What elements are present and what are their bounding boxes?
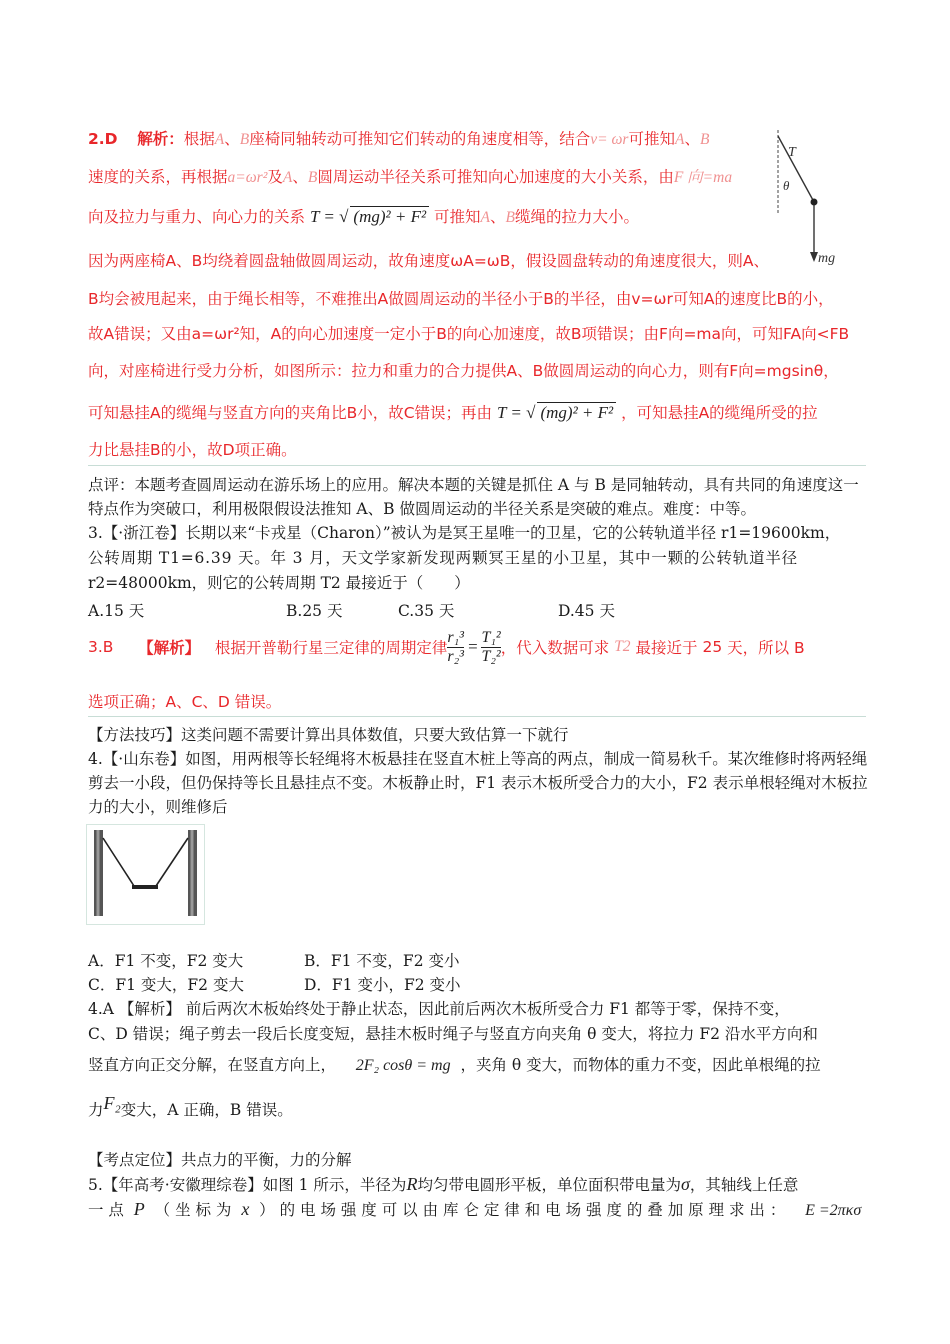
left-post-highlight: [97, 830, 100, 916]
q3-stem-1: 3.【·浙江卷】长期以来“卡戎星（Charon）”被认为是冥王星唯一的卫星，它的公转轨道半径 r1=19600km，: [88, 524, 841, 542]
formula-radicand: (mg)² + F²: [350, 206, 429, 227]
formula-radicand: (mg)² + F²: [537, 402, 616, 423]
q4-text: 竖直方向正交分解，在竖直方向上，: [88, 1056, 337, 1074]
q2-var: B: [307, 169, 318, 186]
q3-var: T2: [614, 638, 631, 655]
right-rope: [156, 838, 188, 886]
q3-text: 根据开普勒行星三定律的周期定律: [214, 639, 448, 657]
q5-text: 均匀带电圆形平板，单位面积带电量为: [417, 1176, 681, 1194]
q3-text: 最接近于: [635, 639, 698, 657]
q5-stem-line-2: [88, 1198, 861, 1220]
q3-text: ，代入数据可求: [500, 639, 610, 657]
q2-formula: F 向=ma: [673, 169, 733, 186]
q4-answer-line-1: 4.A 【解析】 前后两次木板始终处于静止状态，因此前后两次木板所受合力 F1 都等于零，保持不变，: [88, 1000, 790, 1018]
q5-text: （ 坐 标 为: [154, 1201, 232, 1219]
q2-text: 座椅同轴转动可推知它们转动的角速度相等，结合: [249, 130, 591, 148]
q2-var: B: [239, 131, 250, 148]
fig-theta-label: θ: [783, 178, 790, 193]
q2-var: A: [480, 209, 490, 226]
fraction-denominator: T₂²: [481, 647, 501, 665]
force-diagram: [770, 128, 850, 273]
tension-formula: T = √ (mg)² + F²: [310, 207, 429, 226]
dianping-text: 点评：本题考查圆周运动在游乐场上的应用。解决本题的关键是抓住 A 与 B 是同轴转动，具有共同的角速度这一特点作为突破口，利用极限假设法推知 A、B 做圆周运动的半径关系是突破的难点。难度：中等。: [88, 476, 859, 518]
q2-jiexi-label: 解析：: [137, 130, 184, 148]
formula-lhs: T =: [497, 403, 522, 422]
q2-text: 可知悬挂A的缆绳与竖直方向的夹角比B小，故C错误；再由: [88, 404, 493, 422]
q4-option-c: C．F1 变大，F2 变大: [88, 976, 244, 994]
q2-text: 可推知: [434, 208, 481, 226]
q3-answer-label: 3.B: [88, 638, 114, 656]
q2-line-3: [88, 205, 639, 227]
divider: [88, 716, 866, 717]
q5-stem-line-1: [88, 1173, 798, 1195]
q5-text: ） 的 电 场 强 度 可 以 由 库 仑 定 律 和 电 场 强 度 的 叠 加 原 理 求 出 ：: [259, 1201, 786, 1219]
q3-option-b: B.25 天: [286, 602, 343, 620]
q4-answer-line-4: [88, 1093, 293, 1120]
q3-stem-3: r2=48000km，则它的公转周期 T2 最接近于（ ）: [88, 574, 470, 592]
q3-option-a: A.15 天: [88, 602, 145, 620]
left-rope: [103, 838, 134, 886]
q4-answer-line-2: C、D 错误；绳子剪去一段后长度变短，悬挂木板时绳子与竖直方向夹角 θ 变大，将拉力 F2 沿水平方向和: [88, 1025, 818, 1043]
q2-text: ，可知悬挂A的缆绳所受的拉: [621, 404, 818, 422]
q2-formula: a=ωr²: [227, 169, 268, 186]
q5-var-sigma: σ: [680, 1174, 690, 1194]
q2-text: 可推知: [628, 130, 675, 148]
q4-text: ，夹角 θ 变大，而物体的重力不变，因此单根绳的拉: [460, 1056, 821, 1074]
right-post-highlight: [191, 830, 194, 916]
q2-line-4: 因为两座椅A、B均绕着圆盘轴做圆周运动，故角速度ωA=ωB，假设圆盘转动的角速度很大，则A、: [88, 252, 770, 270]
q5-var-R: R: [406, 1174, 418, 1194]
kepler-fraction-left: [447, 629, 464, 666]
divider: [88, 465, 866, 466]
q3-option-c: C.35 天: [398, 602, 455, 620]
q2-line-2: [88, 165, 732, 187]
q2-line-9: 力比悬挂B的小，故D项正确。: [88, 441, 297, 459]
q3-jiexi-label: 【解析】: [138, 639, 201, 657]
q3-text: 天，所以 B: [727, 639, 805, 657]
q3-answer-line-2: 选项正确；A、C、D 错误。: [88, 693, 282, 711]
fig-mg-label: mg: [818, 251, 836, 266]
q2-var: A: [214, 131, 225, 148]
q2-line-6: 故A错误；又由a=ωr²知，A的向心加速度一定小于B的向心加速度，故B项错误；由F向=ma向，可知FA向<FB: [88, 325, 850, 343]
q2-formula: v= ωr: [590, 131, 629, 148]
q5-text: ，其轴线上任意: [689, 1176, 799, 1194]
q2-line-8: [88, 401, 818, 423]
q5-text: 5.【年高考·安徽理综卷】如图 1 所示，半径为: [88, 1176, 407, 1194]
q3-stem-2: 公转周期 T1=6.39 天。年 3 月，天文学家新发现两颗冥王星的小卫星，其中一颗的公转轨道半径: [88, 549, 798, 567]
q2-text: 缆绳的拉力大小。: [514, 208, 639, 226]
q5-var-x: x: [241, 1199, 250, 1219]
q4-stem: 4.【·山东卷】如图，用两根等长轻绳将木板悬挂在竖直木桩上等高的两点，制成一简易秋千。某次维修时将两轻绳剪去一小段，但仍保持等长且悬挂点不变。木板静止时，F1 表示木板所受合力的大小，F2 表示单根轻绳对木板拉力的大小，则维修后: [88, 750, 868, 816]
q2-answer-label: 2.D: [88, 130, 118, 148]
seat-point: [811, 199, 818, 206]
equals-sign: =: [466, 637, 479, 656]
swing-figure: [86, 824, 206, 926]
q2-text: 、: [292, 168, 308, 186]
tension-formula-2: T = √ (mg)² + F²: [497, 403, 616, 422]
fraction-numerator: r₁³: [447, 628, 464, 646]
q4-option-b: B．F1 不变，F2 变小: [304, 952, 460, 970]
q2-text: 向及拉力与重力、向心力的关系: [88, 208, 306, 226]
kepler-fraction-right: [481, 629, 500, 666]
q4-equilibrium-formula: 2F₂ cosθ = mg: [355, 1057, 451, 1074]
q4-answer-line-3: [88, 1053, 821, 1075]
q4-option-d: D．F1 变小，F2 变小: [304, 976, 461, 994]
q2-text: 根据: [183, 130, 215, 148]
q2-line-1: [88, 127, 709, 149]
q5-var-P: P: [133, 1199, 145, 1219]
q2-var: A: [282, 169, 293, 186]
q2-text: 、: [490, 208, 506, 226]
formula-lhs: T =: [309, 207, 335, 226]
kaodian-text: 【考点定位】共点力的平衡，力的分解: [88, 1151, 352, 1169]
q2-text: 、: [684, 130, 700, 148]
q2-line-7: 向，对座椅进行受力分析，如图所示：拉力和重力的合力提供A、B做圆周运动的向心力，则有F向=mgsinθ，: [88, 362, 839, 380]
fraction-numerator: T₁²: [481, 628, 501, 646]
q2-var: B: [505, 209, 515, 226]
gravity-arrowhead: [810, 252, 818, 262]
q2-text: 、: [224, 130, 240, 148]
q2-text: 速度的关系，再根据: [88, 168, 228, 186]
q4-option-a: A．F1 不变，F2 变大: [88, 952, 244, 970]
q3-option-d: D.45 天: [558, 602, 615, 620]
q2-var: A: [674, 131, 685, 148]
q4-var-F2: F₂: [103, 1093, 121, 1113]
q2-line-5: B均会被甩起来，由于绳长相等，不难推出A做圆周运动的半径小于B的半径，由v=ωr可知A的速度比B的小，: [88, 290, 834, 308]
q3-value: 25: [702, 638, 723, 656]
q3-answer-line-1: [88, 624, 805, 670]
q4-text: 变大，A 正确，B 错误。: [120, 1101, 293, 1119]
q5-text: 一 点: [88, 1201, 124, 1219]
q4-text: 力: [88, 1101, 104, 1119]
q2-text: 圆周运动半径关系可推知向心加速度的大小关系，由: [317, 168, 674, 186]
q2-text: 及: [267, 168, 283, 186]
fraction-denominator: r₂³: [447, 647, 464, 665]
fig-T-label: T: [788, 145, 796, 160]
fangfa-text: 【方法技巧】这类问题不需要计算出具体数值，只要大致估算一下就行: [88, 726, 569, 744]
swing-board: [132, 885, 158, 889]
q5-field-formula: E =2πκσ: [805, 1202, 862, 1219]
q2-var: B: [699, 131, 710, 148]
